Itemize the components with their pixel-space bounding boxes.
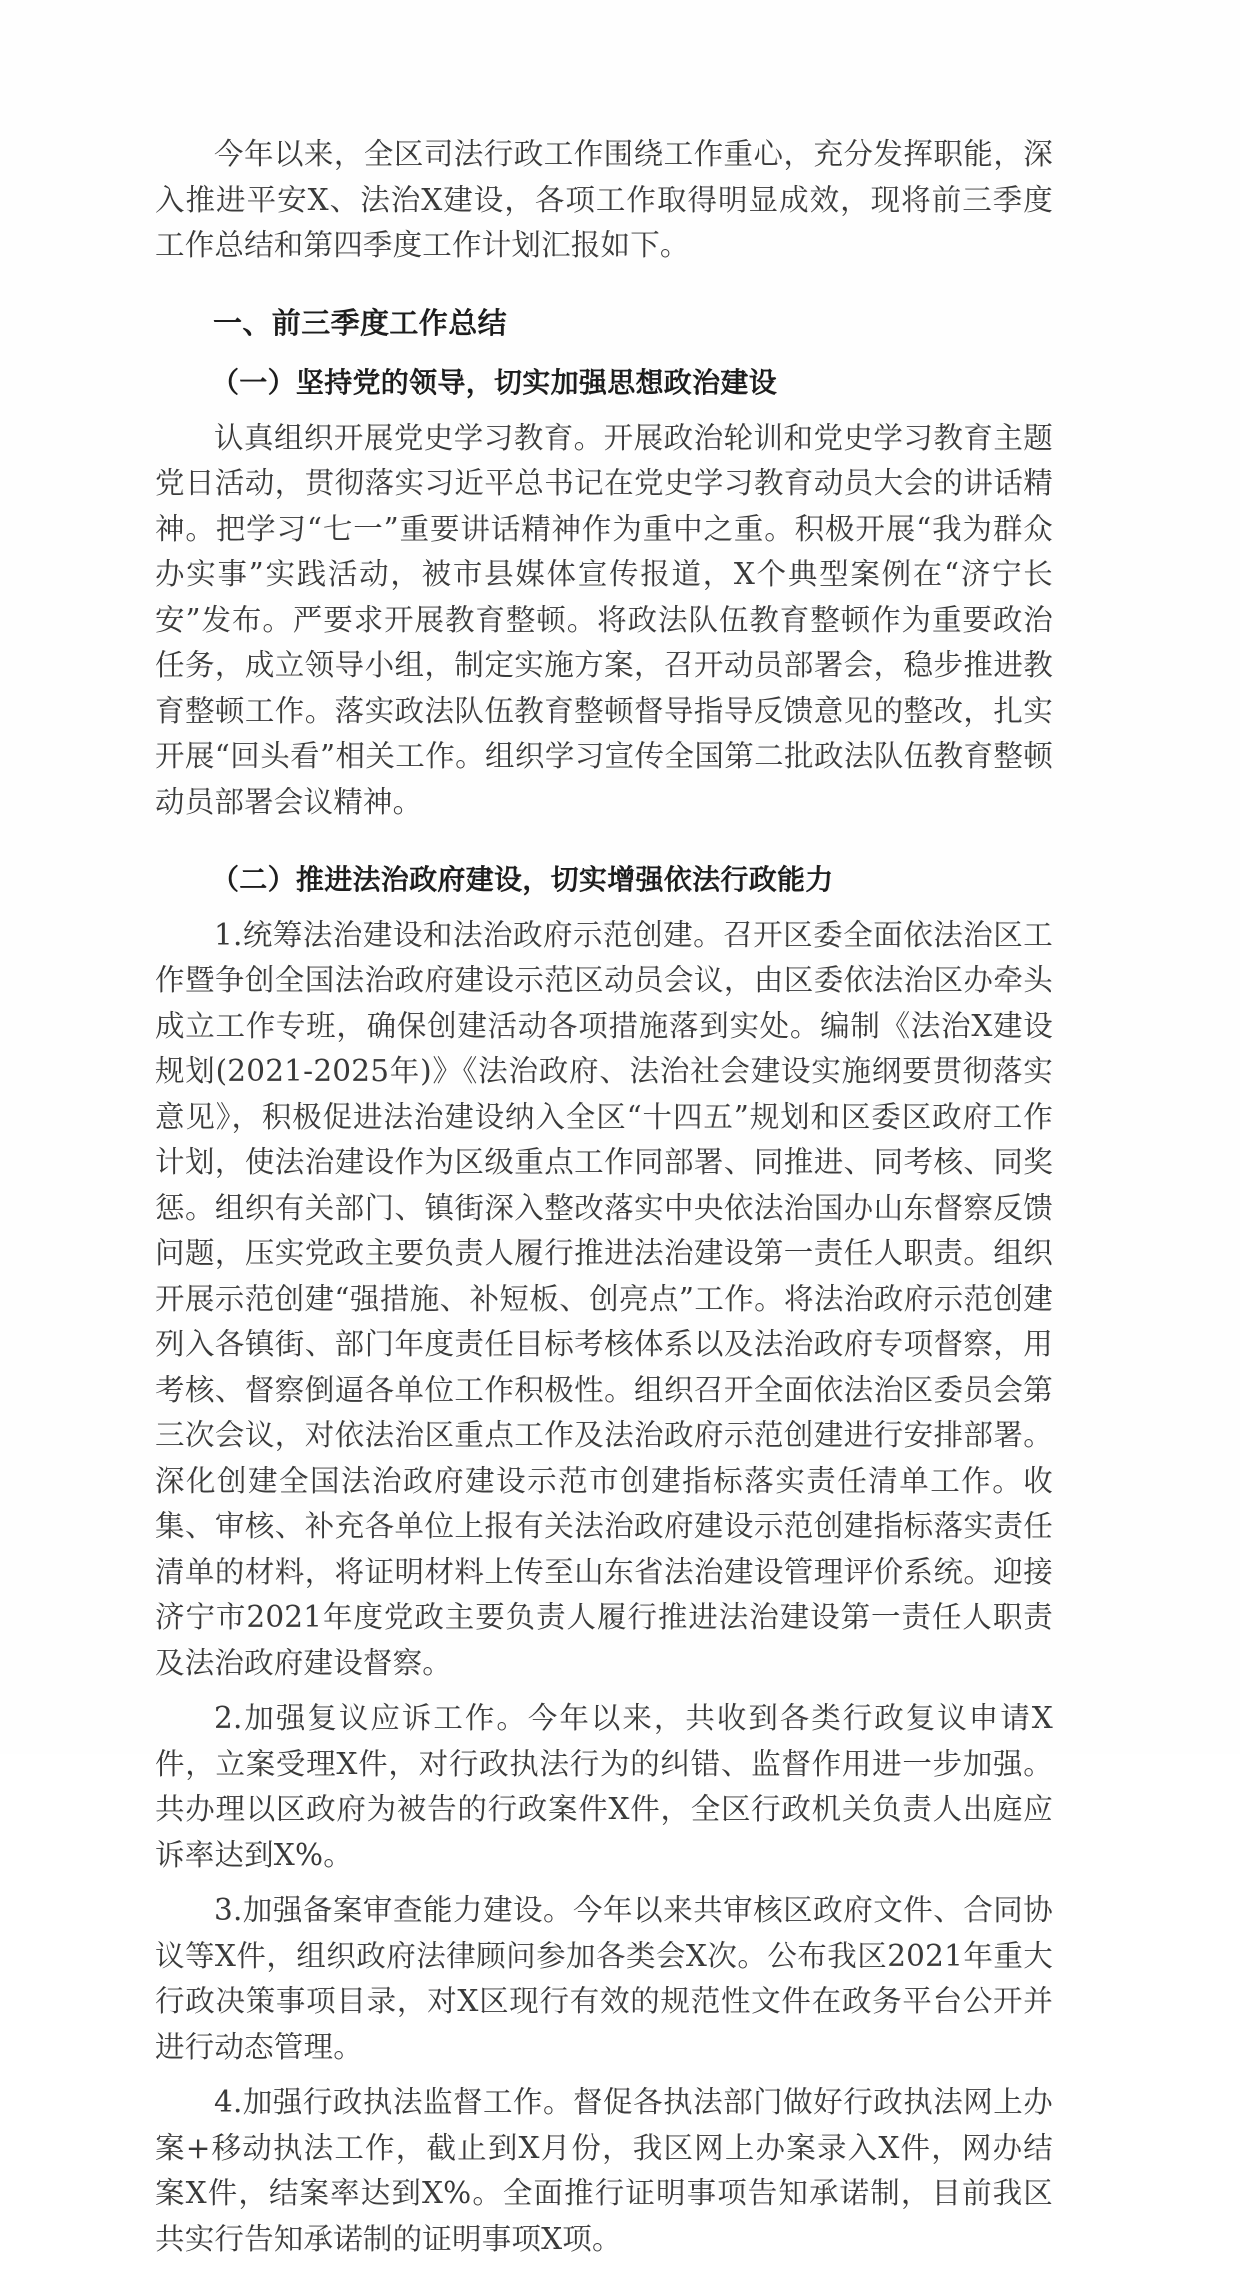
numbered-item-2: 2.加强复议应诉工作。今年以来，共收到各类行政复议申请X件，立案受理X件，对行政执法行为的纠错、监督作用进一步加强。共办理以区政府为被告的行政案件X件，全区行政机关负责人出庭应诉率达到X%。 (155, 1701, 1053, 1872)
subsection-heading-1-2: （二）推进法治政府建设，切实增强依法行政能力 (211, 863, 834, 896)
numbered-item-1: 1.统筹法治建设和法治政府示范创建。召开区委全面依法治区工作暨争创全国法治政府建设示范区动员会议，由区委依法治区办牵头成立工作专班，确保创建活动各项措施落到实处。编制《法治X建设规划(2021-2025年)》《法治政府、法治社会建设实施纲要贯彻落实意见》，积极促进法治建设纳入全区“十四五”规划和区委区政府工作计划，使法治建设作为区级重点工作同部署、同推进、同考核、同奖惩。组织有关部门、镇街深入整改落实中央依法治国办山东督察反馈问题，压实党政主要负责人履行推进法治建设第一责任人职责。组织开展示范创建“强措施、补短板、创亮点”工作。将法治政府示范创建列入各镇街、部门年度责任目标考核体系以及法治政府专项督察，用考核、督察倒逼各单位工作积极性。组织召开全面依法治区委员会第三次会议，对依法治区重点工作及法治政府示范创建进行安排部署。深化创建全国法治政府建设示范市创建指标落实责任清单工作。收集、审核、补充各单位上报有关法治政府建设示范创建指标落实责任清单的材料，将证明材料上传至山东省法治建设管理评价系统。迎接济宁市2021年度党政主要负责人履行推进法治建设第一责任人职责及法治政府建设督察。 (155, 917, 1053, 1680)
subsection-heading-1-1: （一）坚持党的领导，切实加强思想政治建设 (211, 366, 778, 399)
subsection-1-1-paragraph: 认真组织开展党史学习教育。开展政治轮训和党史学习教育主题党日活动，贯彻落实习近平总书记在党史学习教育动员大会的讲话精神。把学习“七一”重要讲话精神作为重中之重。积极开展“我为群众办实事”实践活动，被市县媒体宣传报道，X个典型案例在“济宁长安”发布。严要求开展教育整顿。将政法队伍教育整顿作为重要政治任务，成立领导小组，制定实施方案，召开动员部署会，稳步推进教育整顿工作。落实政法队伍教育整顿督导指导反馈意见的整改，扎实开展“回头看”相关工作。组织学习宣传全国第二批政法队伍教育整顿动员部署会议精神。 (155, 420, 1053, 819)
section-heading-1: 一、前三季度工作总结 (213, 305, 508, 340)
intro-paragraph: 今年以来，全区司法行政工作围绕工作重心，充分发挥职能，深入推进平安X、法治X建设，各项工作取得明显成效，现将前三季度工作总结和第四季度工作计划汇报如下。 (155, 137, 1053, 262)
spacer (155, 279, 1053, 287)
document-body (155, 132, 1053, 2272)
numbered-item-4: 4.加强行政执法监督工作。督促各执法部门做好行政执法网上办案+移动执法工作，截止到X月份，我区网上办案录入X件，网办结案X件，结案率达到X%。全面推行证明事项告知承诺制，目前我区共实行告知承诺制的证明事项X项。 (155, 2085, 1053, 2256)
spacer (155, 835, 1053, 843)
numbered-item-3: 3.加强备案审查能力建设。今年以来共审核区政府文件、合同协议等X件，组织政府法律顾问参加各类会X次。公布我区2021年重大行政决策事项目录，对X区现行有效的规范性文件在政务平台公开并进行动态管理。 (155, 1893, 1053, 2064)
